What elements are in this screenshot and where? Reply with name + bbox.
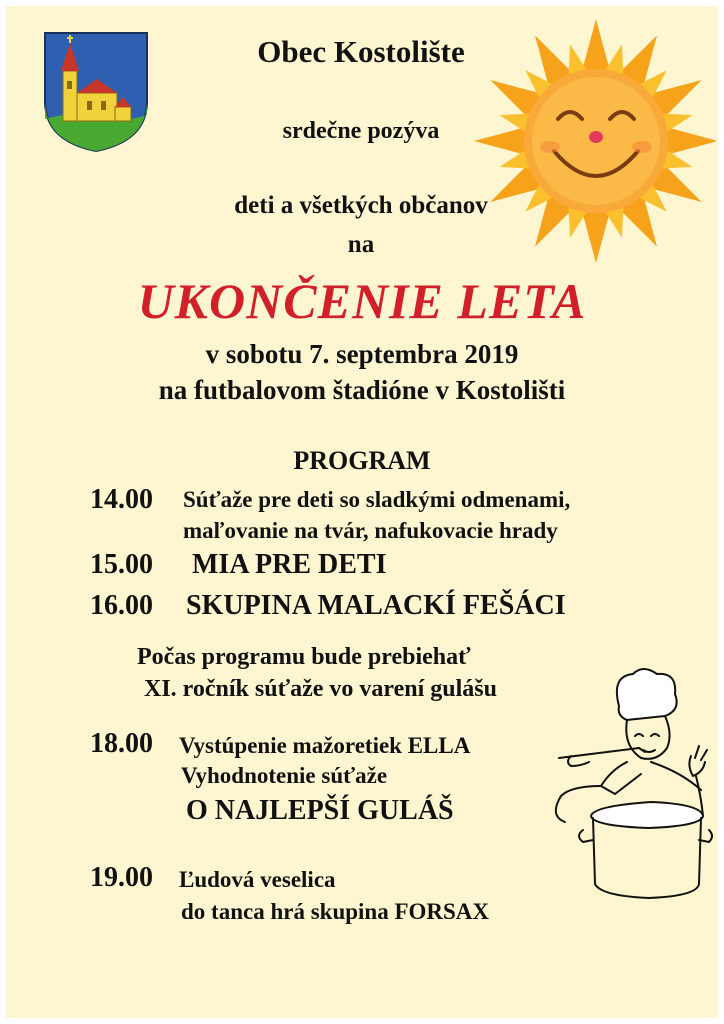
organizer-name: Obec Kostolište	[257, 34, 465, 69]
program-item-text: do tanca hrá skupina FORSAX	[181, 899, 490, 924]
poster	[6, 6, 718, 1018]
program-item-text: maľovanie na tvár, nafukovacie hrady	[183, 518, 558, 543]
program-item-text: Vyhodnotenie súťaže	[181, 763, 388, 788]
program-item-text: Ľudová veselica	[179, 867, 336, 892]
invite-text: srdečne pozýva	[282, 118, 440, 144]
competition-note: Počas programu bude prebiehať	[137, 644, 471, 670]
program-time: 14.00	[90, 484, 153, 515]
program-time: 15.00	[90, 549, 153, 580]
program-item-text: MIA PRE DETI	[192, 549, 387, 580]
program-item-text: SKUPINA MALACKÍ FEŠÁCI	[186, 590, 566, 621]
competition-note: XI. ročník súťaže vo varení gulášu	[144, 676, 497, 702]
program-heading: PROGRAM	[293, 446, 431, 475]
program-time: 18.00	[90, 728, 153, 759]
coat-of-arms-icon	[43, 31, 149, 153]
audience-text: deti a všetkých občanov	[234, 192, 488, 219]
event-venue: na futbalovom štadióne v Kostolišti	[158, 375, 566, 405]
program-item-text: Vystúpenie mažoretiek ELLA	[179, 733, 471, 758]
program-time: 16.00	[90, 590, 153, 621]
chef-cooking-icon	[531, 666, 716, 901]
program-time: 19.00	[90, 862, 153, 893]
preposition-text: na	[347, 231, 375, 258]
program-item-text: Súťaže pre deti so sladkými odmenami,	[183, 487, 571, 512]
event-date: v sobotu 7. septembra 2019	[205, 339, 519, 369]
event-title: UKONČENIE LETA	[137, 273, 587, 329]
program-item-highlight: O NAJLEPŠÍ GULÁŠ	[186, 795, 454, 826]
